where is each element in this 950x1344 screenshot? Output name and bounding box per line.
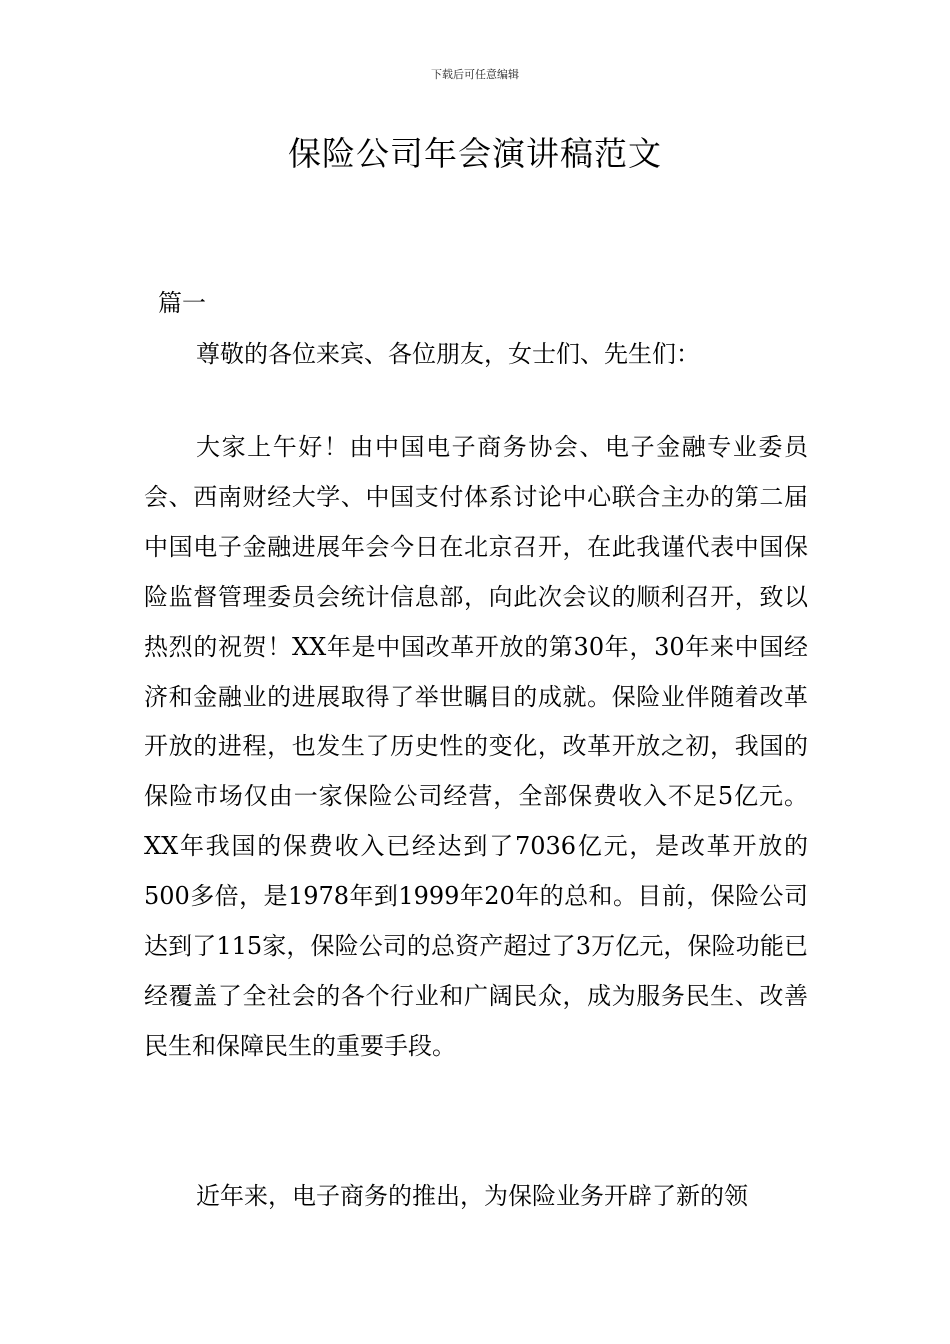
greeting-line: 尊敬的各位来宾、各位朋友，女士们、先生们：	[196, 340, 700, 368]
body-paragraph: 大家上午好！由中国电子商务协会、电子金融专业委员会、西南财经大学、中国支付体系讨论中心联合主办的第二届中国电子金融进展年会今日在北京召开，在此我谨代表中国保险监督管理委员会统计信息部，向此次会议的顺利召开，致以热烈的祝贺！XX年是中国改革开放的第30年，30年来中国经济和金融业的进展取得了举世瞩目的成就。保险业伴随着改革开放的进程，也发生了历史性的变化，改革开放之初，我国的保险市场仅由一家保险公司经营，全部保费收入不足5亿元。XX年我国的保费收入已经达到了7036亿元，是改革开放的500多倍，是1978年到1999年20年的总和。目前，保险公司达到了115家，保险公司的总资产超过了3万亿元，保险功能已经覆盖了全社会的各个行业和广阔民众，成为服务民生、改善民生和保障民生的重要手段。	[144, 433, 808, 1060]
section-label: 篇一	[158, 289, 206, 317]
document-title: 保险公司年会演讲稿范文	[288, 134, 662, 173]
header-note: 下载后可任意编辑	[431, 68, 519, 81]
body-paragraph: 近年来，电子商务的推出，为保险业务开辟了新的领	[196, 1182, 748, 1210]
